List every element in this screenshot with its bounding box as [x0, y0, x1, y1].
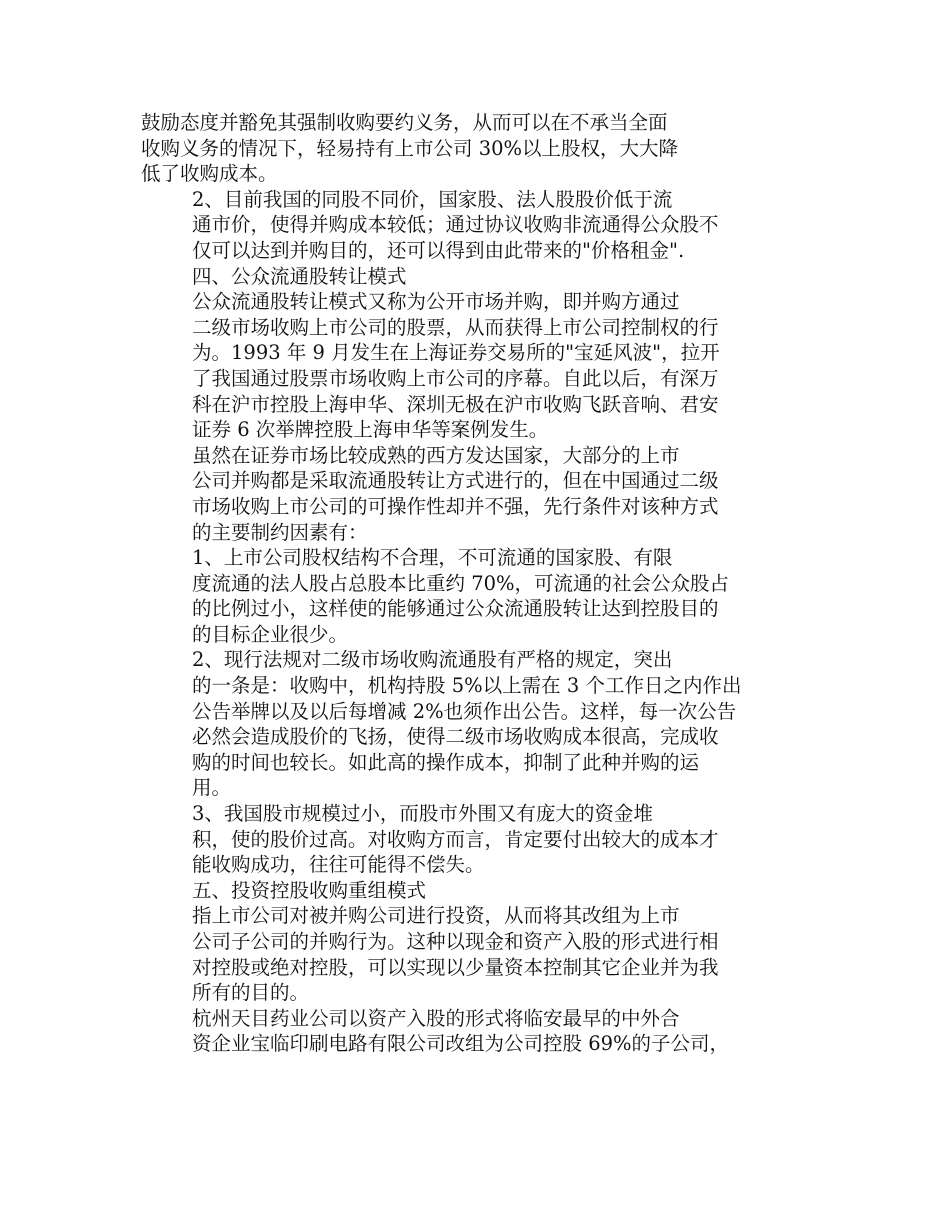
text-line: 公告举牌以及以后每增减 2%也须作出公告。这样，每一次公告: [192, 699, 737, 723]
text-line: 的一条是：收购中，机构持股 5%以上需在 3 个工作日之内作出: [192, 674, 742, 698]
text-line: 通市价，使得并购成本较低；通过协议收购非流通得公众股不: [192, 213, 719, 237]
text-line: 低了收购成本。: [141, 162, 278, 186]
text-line: 的比例过小，这样使的能够通过公众流通股转让达到控股目的: [192, 597, 719, 621]
text-line: 公众流通股转让模式又称为公开市场并购，即并购方通过: [192, 290, 680, 314]
paragraph-p7: [141, 647, 741, 801]
text-line: 为。1993 年 9 月发生在上海证券交易所的"宝延风波"，拉开: [192, 341, 720, 365]
text-line: 鼓励态度并豁免其强制收购要约义务，从而可以在不承当全面: [141, 111, 668, 134]
paragraph-p6: [141, 545, 741, 647]
paragraph-p10: [141, 903, 741, 1005]
text-line: 资企业宝临印刷电路有限公司改组为公司控股 69%的子公司，: [192, 1032, 730, 1056]
text-line: 2、目前我国的同股不同价，国家股、法人股股价低于流: [192, 187, 673, 211]
paragraph-p3: [141, 264, 741, 290]
text-line: 能收购成功，往往可能得不偿失。: [192, 853, 485, 877]
text-line: 的主要制约因素有：: [192, 520, 368, 544]
paragraph-p8: [141, 801, 741, 878]
text-line: 虽然在证券市场比较成熟的西方发达国家，大部分的上市: [192, 443, 680, 467]
text-line: 杭州天目药业公司以资产入股的形式将临安最早的中外合: [192, 1006, 680, 1030]
paragraph-p2: [141, 187, 741, 264]
text-line: 度流通的法人股占总股本比重约 70%，可流通的社会公众股占: [192, 571, 730, 595]
text-line: 积，使的股价过高。对收购方而言，肯定要付出较大的成本才: [192, 827, 719, 851]
text-line: 所有的目的。: [192, 981, 310, 1005]
document-page: [141, 110, 741, 1057]
text-line: 公司并购都是采取流通股转让方式进行的，但在中国通过二级: [192, 469, 719, 493]
text-line: 科在沪市控股上海申华、深圳无极在沪市收购飞跃音响、君安: [192, 392, 719, 416]
text-line: 必然会造成股价的飞扬，使得二级市场收购成本很高，完成收: [192, 725, 719, 749]
paragraph-p4: [141, 289, 741, 443]
text-line: 了我国通过股票市场收购上市公司的序幕。自此以后，有深万: [192, 366, 719, 390]
text-line: 二级市场收购上市公司的股票，从而获得上市公司控制权的行: [192, 315, 719, 339]
text-line: 公司子公司的并购行为。这种以现金和资产入股的形式进行相: [192, 930, 719, 953]
text-line: 证券 6 次举牌控股上海申华等案例发生。: [192, 418, 549, 442]
text-line: 的目标企业很少。: [192, 622, 349, 646]
text-line: 购的时间也较长。如此高的操作成本，抑制了此种并购的运: [192, 750, 700, 774]
text-line: 市场收购上市公司的可操作性却并不强，先行条件对该种方式: [192, 494, 719, 518]
text-line: 1、上市公司股权结构不合理，不可流通的国家股、有限: [192, 546, 673, 570]
text-line: 五、投资控股收购重组模式: [192, 878, 427, 902]
paragraph-p11: [141, 1006, 741, 1057]
text-line: 指上市公司对被并购公司进行投资，从而将其改组为上市: [192, 904, 680, 928]
text-line: 用。: [192, 776, 232, 800]
text-line: 四、公众流通股转让模式: [192, 264, 407, 288]
text-line: 仅可以达到并购目的，还可以得到由此带来的"价格租金".: [192, 238, 685, 262]
text-line: 2、现行法规对二级市场收购流通股有严格的规定，突出: [192, 648, 673, 672]
text-line: 收购义务的情况下，轻易持有上市公司 30%以上股权，大大降: [141, 136, 679, 160]
paragraph-p5: [141, 443, 741, 545]
paragraph-p9: [141, 878, 741, 904]
text-line: 对控股或绝对控股，可以实现以少量资本控制其它企业并为我: [192, 955, 719, 979]
text-line: 3、我国股市规模过小，而股市外围又有庞大的资金堆: [192, 802, 653, 826]
paragraph-p1: [141, 110, 741, 187]
